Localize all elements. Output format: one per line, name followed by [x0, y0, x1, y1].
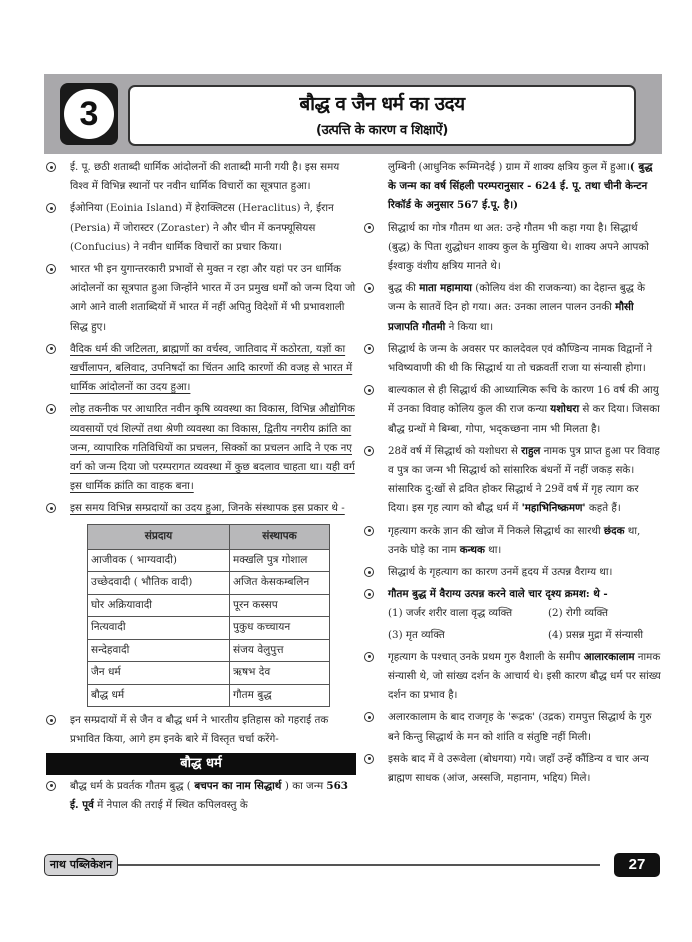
- section-heading-buddhism: बौद्ध धर्म: [46, 753, 356, 775]
- bullet-paragraph: ईओनिया (Eoinia Island) में हेराक्लिटस (Heraclitus) ने, ईरान (Persia) में जोरास्टर (Zoraster) ने और चीन में कनफ्यूसियस (Confucius) ने नवीन धार्मिक विचारों का प्रचार किया।: [44, 199, 356, 257]
- founder-cell: ऋषभ देव: [230, 662, 330, 685]
- bullet-circle-icon: [364, 446, 374, 456]
- bullet-paragraph: सिद्धार्थ के गृहत्याग का कारण उनमें हृदय में उत्पन्न वैराग्य था।: [362, 563, 662, 582]
- bullet-paragraph: गृहत्याग करके ज्ञान की खोज में निकले सिद्धार्थ का सारथी छंदक था, उनके घोड़े का नाम कन्थक था।: [362, 522, 662, 560]
- founder-cell: गौतम बुद्ध: [230, 684, 330, 707]
- bullet-circle-icon: [364, 712, 374, 722]
- bullet-circle-icon: [46, 404, 56, 414]
- table-row: [88, 594, 330, 617]
- sect-cell: घोर अक्रियावादी: [88, 594, 230, 617]
- bullet-circle-icon: [46, 503, 56, 513]
- bullet-paragraph: सिद्धार्थ का गोत्र गौतम था अत: उन्हे गौतम भी कहा गया है। सिद्धार्थ (बुद्ध) के पिता शुद्धोधन शाक्य कुल के मुखिया थे। शाक्य अपने आपको ईश्वाकु वंशीय क्षत्रिय मानते थे।: [362, 219, 662, 277]
- four-sights-list: [362, 604, 662, 644]
- bullet-circle-icon: [364, 385, 374, 395]
- sect-cell: बौद्ध धर्म: [88, 684, 230, 707]
- bullet-circle-icon: [46, 203, 56, 213]
- table-row: [88, 572, 330, 595]
- bullet-circle-icon: [364, 754, 374, 764]
- column-header-founder: संस्थापक: [230, 524, 330, 549]
- sight-item: (4) प्रसन्न मुद्रा में संन्यासी: [548, 628, 644, 641]
- publisher-label: नाथ पब्लिकेशन: [44, 854, 118, 876]
- bullet-paragraph: भारत भी इन युगान्तरकारी प्रभावों से मुक्त न रहा और यहां पर उन धार्मिक आंदोलनों का सूत्रपात हुआ जिन्होंने भारत में उन प्रमुख धर्मों को जन्म दिया जो आगे आने वाली शताब्दियों में भारत में नहीं अपितु विदेशों में भी प्रभावशाली सिद्ध हुए।: [44, 260, 356, 337]
- bullet-circle-icon: [46, 344, 56, 354]
- chapter-title: बौद्ध व जैन धर्म का उदय: [299, 93, 465, 115]
- founder-cell: पुकुध कच्चायन: [230, 617, 330, 640]
- bullet-paragraph: सिद्धार्थ के जन्म के अवसर पर कालदेवल एवं कौण्डिन्य नामक विद्वानों ने भविष्यवाणी की थी कि सिद्धार्थ या तो चक्रवर्ती राजा या संन्यासी होगा।: [362, 340, 662, 378]
- bullet-paragraph: इसके बाद में वे उरूवेला (बोधगया) गये। जहाँ उन्हें कौंडिन्य व चार अन्य ब्राह्मण साधक (आंज, अस्सजि, महानाम, भद्दिय) मिले।: [362, 750, 662, 788]
- sight-item: (2) रोगी व्यक्ति: [548, 607, 609, 620]
- bullet-paragraph-underlined: लोह तकनीक पर आधारित नवीन कृषि व्यवस्था का विकास, विभिन्न औद्योगिक व्यवसायों एवं शिल्पों तथा श्रेणी व्यवस्था का विकास, द्वितीय नगरीय क्रांति का जन्म, व्यापारिक गतिविधियों का प्रचलन, सिक्कों का प्रचलन आदि ने एक नए वर्ग को जन्म दिया जो परम्परागत व्यवस्था में कुछ बदलाव चाहता था। यही वर्ग इस धार्मिक क्रांति का वाहक बना।: [44, 400, 356, 496]
- chapter-badge: [60, 83, 118, 145]
- left-column: [44, 158, 356, 818]
- table-header-row: [88, 524, 330, 549]
- bullet-circle-icon: [46, 781, 56, 791]
- sect-cell: जैन धर्म: [88, 662, 230, 685]
- table-row: [88, 549, 330, 572]
- bullet-circle-icon: [364, 344, 374, 354]
- sect-cell: उच्छेदवादी ( भौतिक वादी): [88, 572, 230, 595]
- bullet-paragraph: इन सम्प्रदायों में से जैन व बौद्ध धर्म ने भारतीय इतिहास को गहराई तक प्रभावित किया, आगे हम इनके बारे में विस्तृत चर्चा करेंगे-: [44, 711, 356, 749]
- bullet-circle-icon: [46, 264, 56, 274]
- table-row: [88, 617, 330, 640]
- bullet-circle-icon: [364, 589, 374, 599]
- bullet-circle-icon: [46, 162, 56, 172]
- bullet-circle-icon: [364, 652, 374, 662]
- sight-item: (3) मृत व्यक्ति: [388, 628, 445, 641]
- bullet-circle-icon: [46, 715, 56, 725]
- bullet-paragraph-underlined: इस समय विभिन्न सम्प्रदायों का उदय हुआ, जिनके संस्थापक इस प्रकार थे -: [44, 499, 356, 518]
- bullet-circle-icon: [364, 567, 374, 577]
- sect-cell: आजीवक ( भाग्यवादी): [88, 549, 230, 572]
- bullet-paragraph: बौद्ध धर्म के प्रवर्तक गौतम बुद्ध ( बचपन का नाम सिद्धार्थ ) का जन्म 563 ई. पूर्व में नेपाल की तराई में स्थित कपिलवस्तु के: [44, 777, 356, 815]
- bullet-circle-icon: [364, 526, 374, 536]
- sight-item: (1) जर्जर शरीर वाला वृद्ध व्यक्ति: [388, 607, 513, 620]
- table-row: [88, 662, 330, 685]
- column-header-sect: संप्रदाय: [88, 524, 230, 549]
- sect-cell: नित्यवादी: [88, 617, 230, 640]
- chapter-header: [44, 74, 662, 154]
- founder-cell: अजित केसकम्बलिन: [230, 572, 330, 595]
- chapter-number: 3: [64, 89, 114, 139]
- bullet-paragraph: अलारकालाम के बाद राजगृह के 'रूद्रक' (उद्रक) रामपुत्त सिद्धार्थ के गुरु बने किन्तु सिद्धार्थ के मन को शांति व संतुष्टि नहीं मिली।: [362, 708, 662, 746]
- founder-cell: संजय वेलुपुत्त: [230, 639, 330, 662]
- bullet-paragraph: गौतम बुद्ध में वैराग्य उत्पन्न करने वाले चार दृश्य क्रमश: थे -: [362, 585, 662, 604]
- right-column: [362, 158, 662, 791]
- bullet-paragraph-underlined: वैदिक धर्म की जटिलता, ब्राह्मणों का वर्चस्व, जातिवाद में कठोरता, यज्ञों का खर्चीलापन, बलिवाद, उपनिषदों का चिंतन आदि कारणों की वजह से भारत में धार्मिक आंदोलनों का उदय हुआ।: [44, 340, 356, 398]
- table-row: [88, 639, 330, 662]
- sects-founders-table: [87, 524, 330, 708]
- bullet-paragraph: गृहत्याग के पश्चात् उनके प्रथम गुरु वैशाली के समीप आलारकालाम नामक संन्यासी थे, जो सांख्य दर्शन के आचार्य थे। इसी कारण बौद्ध धर्म पर सांख्य दर्शन का प्रभाव है।: [362, 648, 662, 706]
- bullet-paragraph: बाल्यकाल से ही सिद्धार्थ की आध्यात्मिक रूचि के कारण 16 वर्ष की आयु में उनका विवाह कोलिय कुल की राज कन्या यशोधरा से कर दिया। जिसका बौद्ध ग्रन्थों मे बिम्बा, गोपा, भद्कच्छना नाम भी मिलता है।: [362, 381, 662, 439]
- bullet-paragraph: 28वें वर्ष में सिद्धार्थ को यशोधरा से राहुल नामक पुत्र प्राप्त हुआ पर विवाह व पुत्र का जन्म भी सिद्धार्थ को सांसारिक बंधनों में नहीं जकड़ सके। सांसारिक दु:खों से द्रवित होकर सिद्धार्थ ने 29वें वर्ष में गृह त्याग कर दिया। इस गृह त्याग को बौद्ध धर्म में 'महाभिनिष्क्रमण' कहते हैं।: [362, 442, 662, 519]
- bullet-paragraph: ई. पू. छठी शताब्दी धार्मिक आंदोलनों की शताब्दी मानी गयी है। इस समय विश्व में विभिन्न स्थानों पर नवीन धार्मिक विचारों का सूत्रपात हुआ।: [44, 158, 356, 196]
- sect-cell: सन्देहवादी: [88, 639, 230, 662]
- title-box: [128, 85, 636, 146]
- bullet-circle-icon: [364, 223, 374, 233]
- bullet-circle-icon: [364, 283, 374, 293]
- table-row: [88, 684, 330, 707]
- page-number: 27: [614, 853, 660, 877]
- founder-cell: मक्खलि पुत्र गोशाल: [230, 549, 330, 572]
- founder-cell: पूरन कस्सप: [230, 594, 330, 617]
- chapter-subtitle: (उत्पत्ति के कारण व शिक्षाऐं): [316, 123, 448, 138]
- continued-paragraph: लुम्बिनी (आधुनिक रूम्मिनदेई ) ग्राम में शाक्य क्षत्रिय कुल में हुआ।( बुद्ध के जन्म का वर्ष सिंहली परम्परानुसार - 624 ई. पू. तथा चीनी केन्टन रिकॉर्ड के अनुसार 567 ई.पू. है।): [388, 161, 653, 212]
- footer-divider: [110, 864, 600, 866]
- bullet-paragraph: बुद्ध की माता महामाया (कोलिय वंश की राजकन्या) का देहान्त बुद्ध के जन्म के सातवें दिन हो गया। अत: उनका लालन पालन उनकी मौसी प्रजापति गौतमी ने किया था।: [362, 279, 662, 337]
